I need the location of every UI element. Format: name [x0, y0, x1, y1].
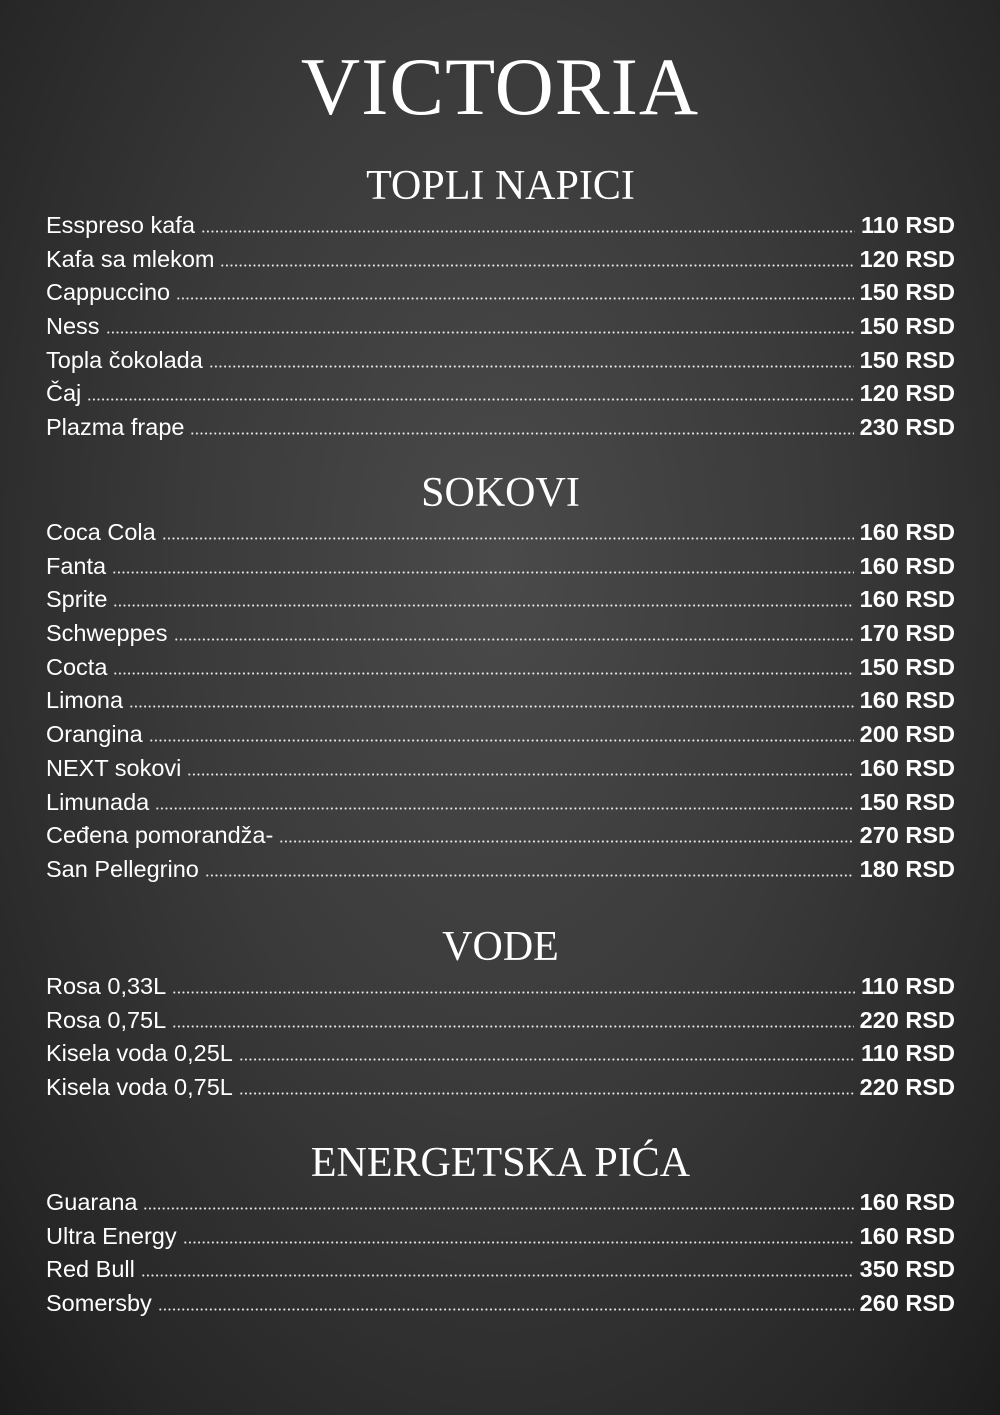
dot-leader [220, 264, 853, 267]
item-name: Ceđena pomorandža- [46, 822, 274, 849]
menu-item [46, 970, 955, 1004]
menu-item [46, 853, 955, 887]
item-name: Cocta [46, 653, 108, 680]
dot-leader [187, 773, 853, 776]
menu-item [46, 516, 955, 550]
menu-title: VICTORIA [300, 41, 700, 132]
item-price: 220 RSD [859, 1006, 955, 1033]
dot-leader [141, 1274, 854, 1277]
item-price: 200 RSD [859, 721, 955, 748]
menu-section [46, 924, 955, 1105]
item-name: Limona [46, 687, 124, 714]
item-price: 260 RSD [859, 1290, 955, 1317]
menu-item [46, 718, 955, 752]
menu-item [46, 819, 955, 853]
dot-leader [279, 840, 853, 843]
item-name: Fanta [46, 552, 107, 579]
item-price: 160 RSD [859, 687, 955, 714]
dot-leader [143, 1207, 853, 1210]
item-price: 110 RSD [860, 973, 955, 999]
item-price: 160 RSD [859, 1222, 955, 1249]
item-price: 160 RSD [859, 552, 955, 579]
menu-item [46, 1287, 955, 1321]
menu-item [46, 377, 955, 411]
item-name: NEXT sokovi [46, 754, 182, 781]
item-name: Kafa sa mlekom [46, 245, 215, 272]
menu-section [46, 163, 955, 445]
menu-item [46, 243, 955, 277]
item-name: Ultra Energy [46, 1222, 177, 1249]
dot-leader [190, 432, 853, 435]
dot-leader [149, 739, 854, 742]
item-name: Rosa 0,33L [46, 973, 167, 999]
item-price: 120 RSD [859, 380, 955, 407]
item-price: 170 RSD [859, 620, 955, 647]
dot-leader [87, 398, 853, 401]
item-price: 120 RSD [859, 245, 955, 272]
item-price: 270 RSD [859, 822, 955, 849]
menu-item [46, 310, 955, 344]
menu-item [46, 1004, 955, 1038]
item-price: 230 RSD [859, 414, 955, 441]
item-price: 150 RSD [859, 788, 955, 815]
item-name: Limunada [46, 788, 150, 815]
menu-item [46, 617, 955, 651]
item-price: 220 RSD [859, 1074, 955, 1101]
menu-item [46, 344, 955, 378]
section-title: TOPLI NAPICI [366, 163, 635, 209]
menu-item [46, 276, 955, 310]
item-price: 160 RSD [859, 519, 955, 545]
menu-item [46, 752, 955, 786]
item-name: Orangina [46, 721, 143, 748]
item-name: Esspreso kafa [46, 212, 195, 238]
dot-leader [174, 638, 854, 641]
section-title: SOKOVI [421, 470, 580, 516]
menu-item [46, 1186, 955, 1220]
item-price: 150 RSD [859, 313, 955, 340]
dot-leader [158, 1308, 854, 1311]
item-price: 180 RSD [859, 855, 955, 882]
dot-leader [201, 230, 855, 233]
dot-leader [129, 705, 854, 708]
item-price: 160 RSD [859, 586, 955, 613]
menu-section [46, 1140, 955, 1321]
dot-leader [239, 1092, 854, 1095]
item-name: Coca Cola [46, 519, 156, 545]
menu-item [46, 786, 955, 820]
dot-leader [155, 807, 853, 810]
section-title: VODE [442, 924, 559, 970]
menu-item [46, 209, 955, 243]
dot-leader [172, 991, 855, 994]
menu-item [46, 550, 955, 584]
item-name: Plazma frape [46, 414, 185, 441]
item-name: Schweppes [46, 620, 168, 647]
item-price: 150 RSD [859, 279, 955, 306]
item-name: Čaj [46, 380, 82, 407]
menu-item [46, 411, 955, 445]
menu-item [46, 583, 955, 617]
item-price: 150 RSD [859, 653, 955, 680]
item-price: 160 RSD [859, 754, 955, 781]
item-name: Red Bull [46, 1256, 135, 1283]
dot-leader [239, 1058, 855, 1061]
item-name: Kisela voda 0,25L [46, 1040, 233, 1067]
item-name: Topla čokolada [46, 346, 203, 373]
menu-item [46, 1220, 955, 1254]
item-name: Somersby [46, 1290, 152, 1317]
dot-leader [183, 1241, 854, 1244]
menu-section [46, 470, 955, 887]
dot-leader [106, 331, 854, 334]
item-price: 110 RSD [860, 1040, 955, 1067]
dot-leader [113, 672, 853, 675]
dot-leader [113, 604, 853, 607]
item-name: Ness [46, 313, 100, 340]
section-title: ENERGETSKA PIĆA [310, 1140, 691, 1186]
menu-item [46, 684, 955, 718]
item-price: 160 RSD [859, 1189, 955, 1215]
item-name: Guarana [46, 1189, 138, 1215]
item-name: San Pellegrino [46, 855, 199, 882]
item-name: Kisela voda 0,75L [46, 1074, 233, 1101]
dot-leader [112, 571, 854, 574]
dot-leader [172, 1025, 853, 1028]
item-price: 110 RSD [860, 212, 955, 238]
dot-leader [205, 874, 854, 877]
item-price: 350 RSD [859, 1256, 955, 1283]
dot-leader [176, 297, 854, 300]
menu-item [46, 1071, 955, 1105]
item-name: Sprite [46, 586, 108, 613]
dot-leader [209, 365, 854, 368]
menu-item [46, 651, 955, 685]
item-name: Rosa 0,75L [46, 1006, 167, 1033]
dot-leader [162, 537, 854, 540]
item-price: 150 RSD [859, 346, 955, 373]
menu-item [46, 1037, 955, 1071]
menu-item [46, 1253, 955, 1287]
item-name: Cappuccino [46, 279, 171, 306]
